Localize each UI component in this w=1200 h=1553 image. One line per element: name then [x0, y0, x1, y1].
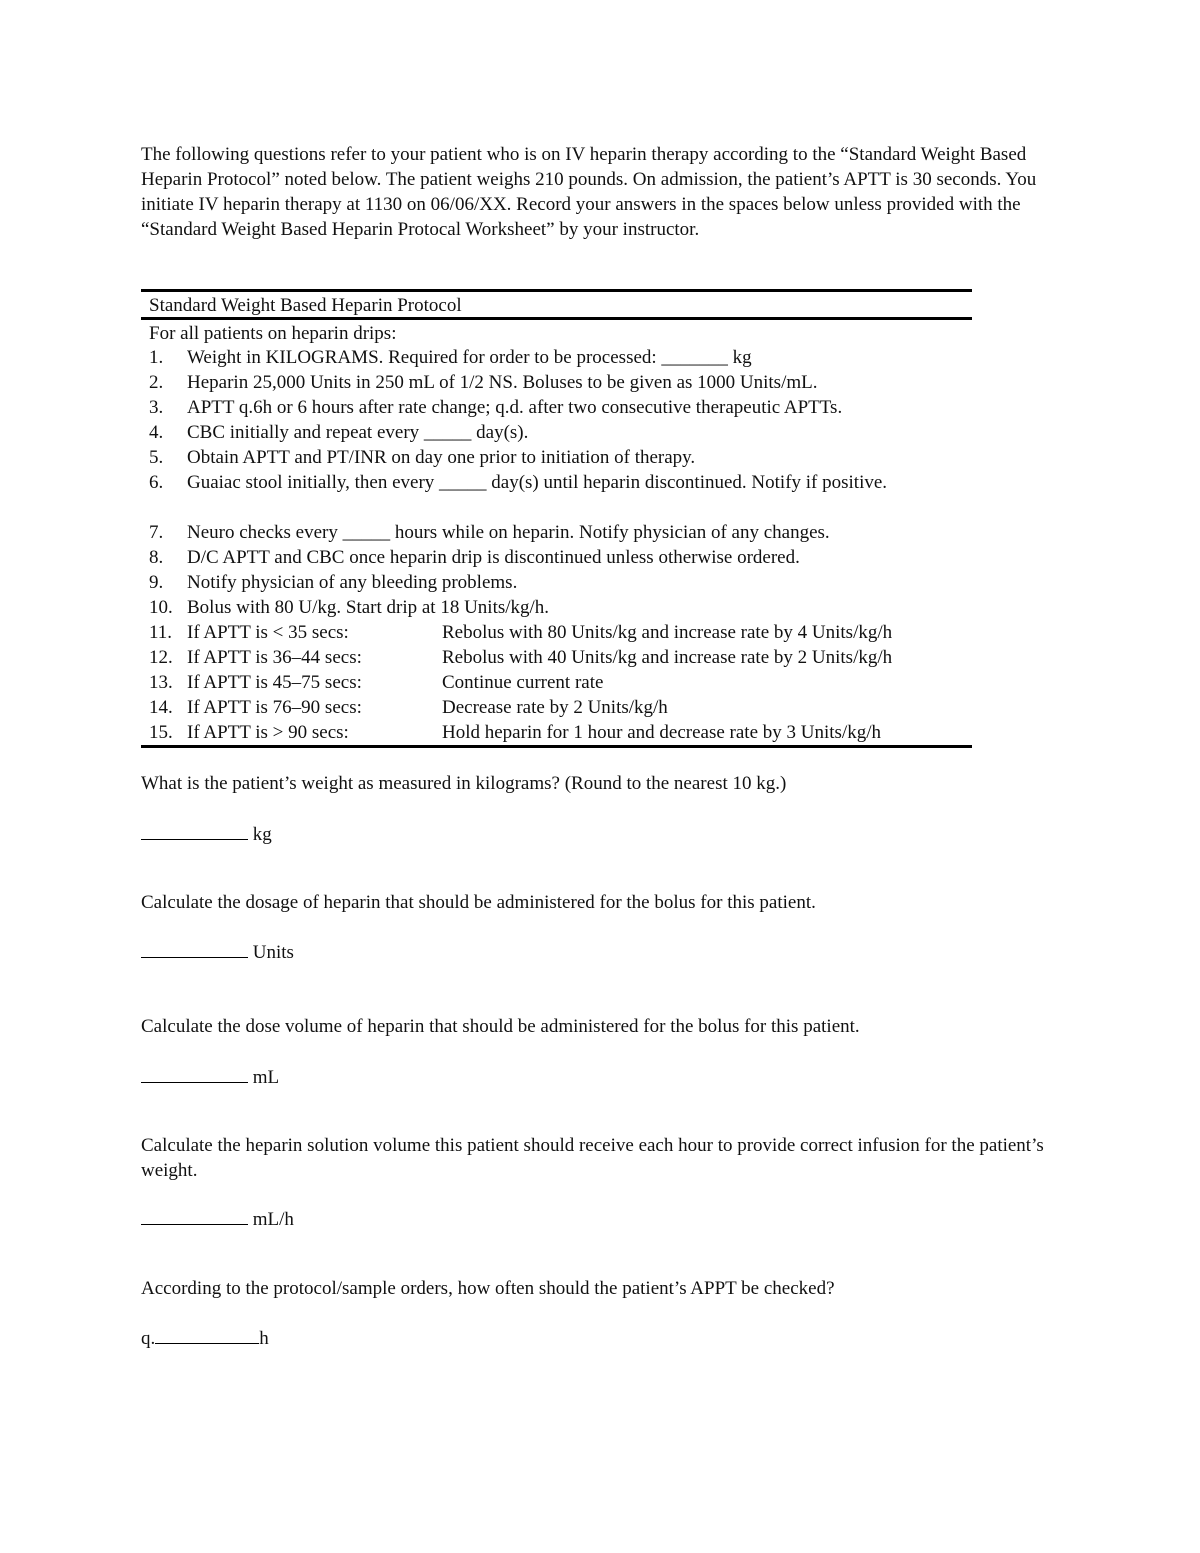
- answer-prefix: q.: [141, 1328, 156, 1349]
- item-number: 10.: [149, 597, 173, 618]
- item-text: Obtain APTT and PT/INR on day one prior to initiation of therapy.: [187, 447, 696, 468]
- protocol-item: [141, 445, 972, 470]
- item-text: Neuro checks every _____ hours while on heparin. Notify physician of any changes.: [187, 522, 830, 543]
- rule-number: 11.: [149, 622, 173, 643]
- item-text: Heparin 25,000 Units in 250 mL of 1/2 NS. Boluses to be given as 1000 Units/mL.: [187, 372, 818, 393]
- answer-unit: h: [259, 1328, 269, 1349]
- item-number: 7.: [149, 522, 164, 543]
- rule-action: Rebolus with 80 Units/kg and increase rate by 4 Units/kg/h: [442, 622, 893, 643]
- rule-number: 13.: [149, 672, 173, 693]
- answer-blank[interactable]: [141, 1206, 248, 1225]
- protocol-list: [141, 345, 972, 745]
- item-number: 1.: [149, 347, 164, 368]
- protocol-title: Standard Weight Based Heparin Protocol: [149, 295, 462, 316]
- answer-unit: kg: [248, 824, 272, 845]
- item-text: CBC initially and repeat every _____ day(s).: [187, 422, 529, 443]
- protocol-item: [141, 395, 972, 420]
- aptt-rule: [141, 670, 972, 695]
- answer-hourly-volume: [141, 1206, 294, 1232]
- item-text: Guaiac stool initially, then every _____ day(s) until heparin discontinued. Notify if positive.: [187, 472, 888, 493]
- protocol-item: [141, 520, 972, 545]
- question-aptt-frequency: According to the protocol/sample orders, how often should the patient’s APPT be checked?: [141, 1278, 835, 1299]
- item-number: 3.: [149, 397, 164, 418]
- question-bolus-dosage: Calculate the dosage of heparin that should be administered for the bolus for this patient.: [141, 892, 816, 913]
- rule-condition: If APTT is > 90 secs:: [187, 722, 349, 743]
- aptt-rule: [141, 645, 972, 670]
- rule-action: Hold heparin for 1 hour and decrease rate by 3 Units/kg/h: [442, 722, 881, 743]
- rule-condition: If APTT is < 35 secs:: [187, 622, 349, 643]
- answer-unit: mL: [248, 1067, 280, 1088]
- rule-action: Rebolus with 40 Units/kg and increase rate by 2 Units/kg/h: [442, 647, 893, 668]
- answer-bolus-dosage: [141, 939, 294, 965]
- item-number: 5.: [149, 447, 164, 468]
- question-hourly-volume: Calculate the heparin solution volume this patient should receive each hour to provide correct infusion for the patient’s weight.: [141, 1135, 1044, 1181]
- rule-condition: If APTT is 45–75 secs:: [187, 672, 362, 693]
- item-text: D/C APTT and CBC once heparin drip is discontinued unless otherwise ordered.: [187, 547, 800, 568]
- protocol-item: [141, 545, 972, 570]
- intro-paragraph: The following questions refer to your patient who is on IV heparin therapy according to the “Standard Weight Based Heparin Protocol” noted below. The patient weighs 210 pounds. On admission, the patient’s APTT is 30 seconds. You initiate IV heparin therapy at 1130 on 06/06/XX. Record your answers in the spaces below unless provided with the “Standard Weight Based Heparin Protocal Worksheet” by your instructor.: [141, 144, 1037, 240]
- protocol-item: [141, 595, 972, 620]
- question-weight: What is the patient’s weight as measured in kilograms? (Round to the nearest 10 kg.): [141, 773, 787, 794]
- item-number: 6.: [149, 472, 164, 493]
- answer-unit: Units: [248, 942, 294, 963]
- aptt-rule: [141, 695, 972, 720]
- protocol-item: [141, 420, 972, 445]
- item-text: Notify physician of any bleeding problems.: [187, 572, 518, 593]
- item-number: 2.: [149, 372, 164, 393]
- protocol-item: [141, 470, 972, 520]
- rule-condition: If APTT is 36–44 secs:: [187, 647, 362, 668]
- protocol-item: [141, 370, 972, 395]
- item-text: Bolus with 80 U/kg. Start drip at 18 Units/kg/h.: [187, 597, 550, 618]
- rule-number: 15.: [149, 722, 173, 743]
- item-number: 8.: [149, 547, 164, 568]
- rule-action: Continue current rate: [442, 672, 604, 693]
- rule-number: 14.: [149, 697, 173, 718]
- answer-weight: [141, 821, 272, 847]
- item-number: 4.: [149, 422, 164, 443]
- answer-aptt-frequency: [141, 1325, 269, 1351]
- protocol-item: [141, 345, 972, 370]
- protocol-item: [141, 570, 972, 595]
- answer-bolus-volume: [141, 1064, 279, 1090]
- item-number: 9.: [149, 572, 164, 593]
- item-text: Weight in KILOGRAMS. Required for order to be processed: _______ kg: [187, 347, 752, 368]
- answer-blank[interactable]: [141, 939, 248, 958]
- aptt-rule: [141, 620, 972, 645]
- answer-blank[interactable]: [141, 1064, 248, 1083]
- rule-condition: If APTT is 76–90 secs:: [187, 697, 362, 718]
- protocol-bottom-rule: [141, 745, 972, 748]
- rule-action: Decrease rate by 2 Units/kg/h: [442, 697, 668, 718]
- answer-blank[interactable]: [141, 821, 248, 840]
- answer-blank[interactable]: [155, 1325, 259, 1344]
- aptt-rule: [141, 720, 972, 745]
- answer-unit: mL/h: [248, 1209, 294, 1230]
- item-text: APTT q.6h or 6 hours after rate change; q.d. after two consecutive therapeutic APTTs.: [187, 397, 843, 418]
- protocol-box: [141, 289, 972, 748]
- rule-number: 12.: [149, 647, 173, 668]
- question-bolus-volume: Calculate the dose volume of heparin that should be administered for the bolus for this patient.: [141, 1016, 860, 1037]
- protocol-lead: For all patients on heparin drips:: [149, 323, 397, 344]
